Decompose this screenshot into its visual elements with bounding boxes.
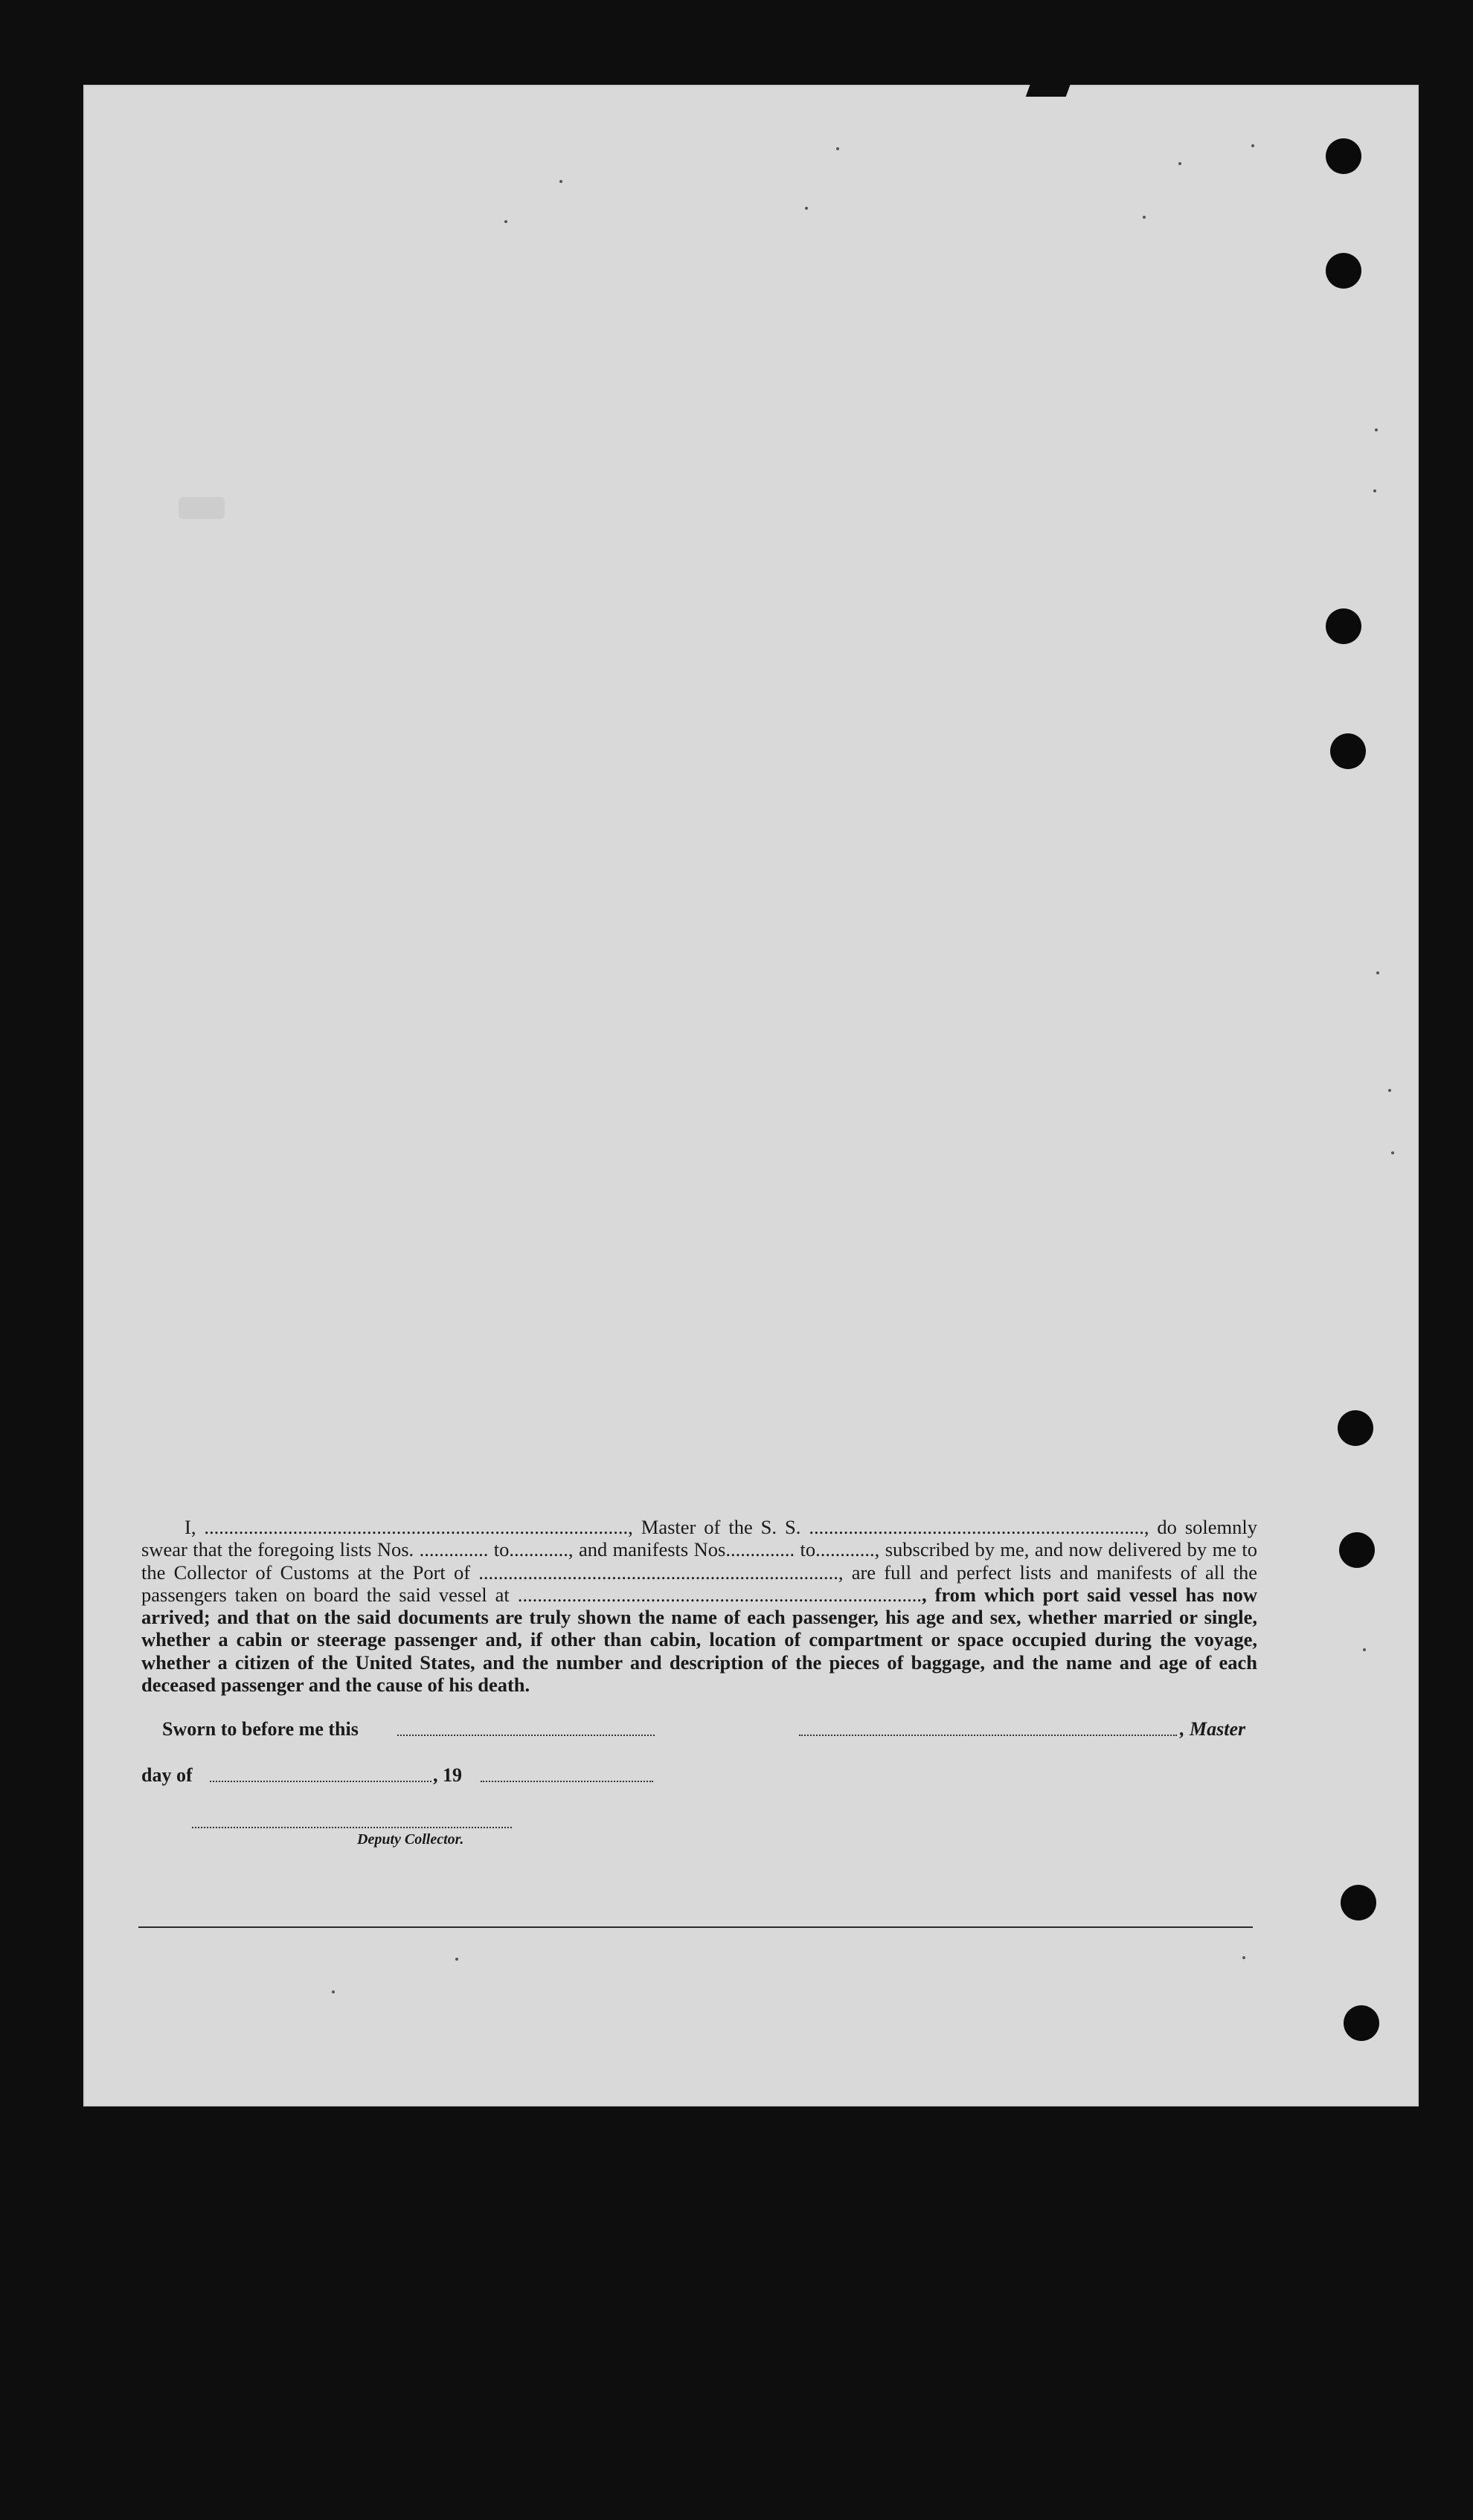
binder-hole-1: [1326, 138, 1361, 174]
binder-hole-4: [1330, 733, 1366, 769]
binder-hole-3: [1326, 608, 1361, 644]
binder-hole-5: [1338, 1410, 1373, 1446]
year-blank: [481, 1781, 653, 1782]
oath-master-of: , Master of the S. S.: [628, 1516, 801, 1538]
sworn-date-blank: [397, 1735, 655, 1736]
oath-to-1: to: [493, 1538, 510, 1561]
binder-hole-6: [1339, 1532, 1375, 1568]
dust-speck: [1375, 428, 1378, 431]
dust-speck: [1251, 144, 1254, 147]
day-of-label: day of: [141, 1764, 193, 1786]
dust-speck: [1242, 1956, 1245, 1959]
dust-speck: [1376, 971, 1379, 974]
dust-speck: [455, 1958, 458, 1961]
oath-manifests: , and manifests Nos: [568, 1538, 726, 1561]
master-oath-paragraph: [141, 1516, 1257, 1696]
dust-speck: [1363, 1648, 1366, 1651]
master-label: , Master: [1180, 1718, 1246, 1740]
dust-speck: [504, 220, 507, 223]
binder-hole-8: [1344, 2005, 1379, 2041]
dust-speck: [1388, 1089, 1391, 1092]
dust-speck: [1391, 1151, 1394, 1154]
dust-speck: [1178, 162, 1181, 165]
deputy-collector-signature-blank: [192, 1827, 512, 1828]
faint-stamp-mark: [179, 497, 225, 519]
deputy-collector-label: Deputy Collector.: [357, 1831, 464, 1848]
day-of-blank: [210, 1781, 431, 1782]
oath-from-which: , from which port said vessel has now arrived; and that on the said documents are truly shown the name of each passenger, his age and sex, whether married or single, whether a cabin or steerage passenger and, if other than cabin, location of compartment or space occupied during the voyage, whether a citizen of the United States, and the number and description of the pieces of baggage, and the name and age of each deceased passenger and the cause of his death.: [141, 1583, 1257, 1697]
bottom-rule: [138, 1926, 1253, 1928]
blank-lists-to: ............: [509, 1538, 568, 1561]
dust-speck: [332, 1990, 335, 1993]
day-row: [141, 1764, 588, 1791]
oath-opening: I,: [184, 1516, 196, 1538]
dust-speck: [805, 207, 808, 210]
blank-vessel-port: ..................................................................................: [517, 1583, 922, 1606]
year-label: , 19: [433, 1764, 462, 1786]
oath-to-2: to: [800, 1538, 816, 1561]
sworn-label: Sworn to before me this: [162, 1718, 359, 1740]
binder-hole-7: [1341, 1885, 1376, 1920]
blank-manifests-from: ..............: [725, 1538, 795, 1561]
dust-speck: [1373, 489, 1376, 492]
oath-solemnly: , do solemnly swear that the foregoing lists Nos.: [141, 1516, 1258, 1561]
oath-delivered: , subscribed by me, and now delivered by me to the Collector of Customs at the Port of: [141, 1538, 1257, 1584]
sworn-row: [141, 1718, 1257, 1745]
blank-master-name: ......................................................................................: [204, 1516, 629, 1538]
blank-lists-from: ..............: [419, 1538, 489, 1561]
master-signature-blank: [799, 1735, 1177, 1736]
oath-full-perfect: , are full and perfect lists and manifests of all the passengers taken on board the said vessel at: [141, 1560, 1258, 1606]
manifest-sheet: [83, 85, 1419, 2106]
blank-manifests-to: ............: [815, 1538, 875, 1561]
blank-ship-name: ....................................................................: [809, 1516, 1144, 1538]
sheet-tab-notch: [1026, 83, 1071, 97]
binder-hole-2: [1326, 253, 1361, 289]
dust-speck: [559, 180, 562, 183]
dust-speck: [1143, 216, 1146, 219]
blank-port-of: .........................................................................: [478, 1560, 838, 1584]
dust-speck: [836, 147, 839, 150]
